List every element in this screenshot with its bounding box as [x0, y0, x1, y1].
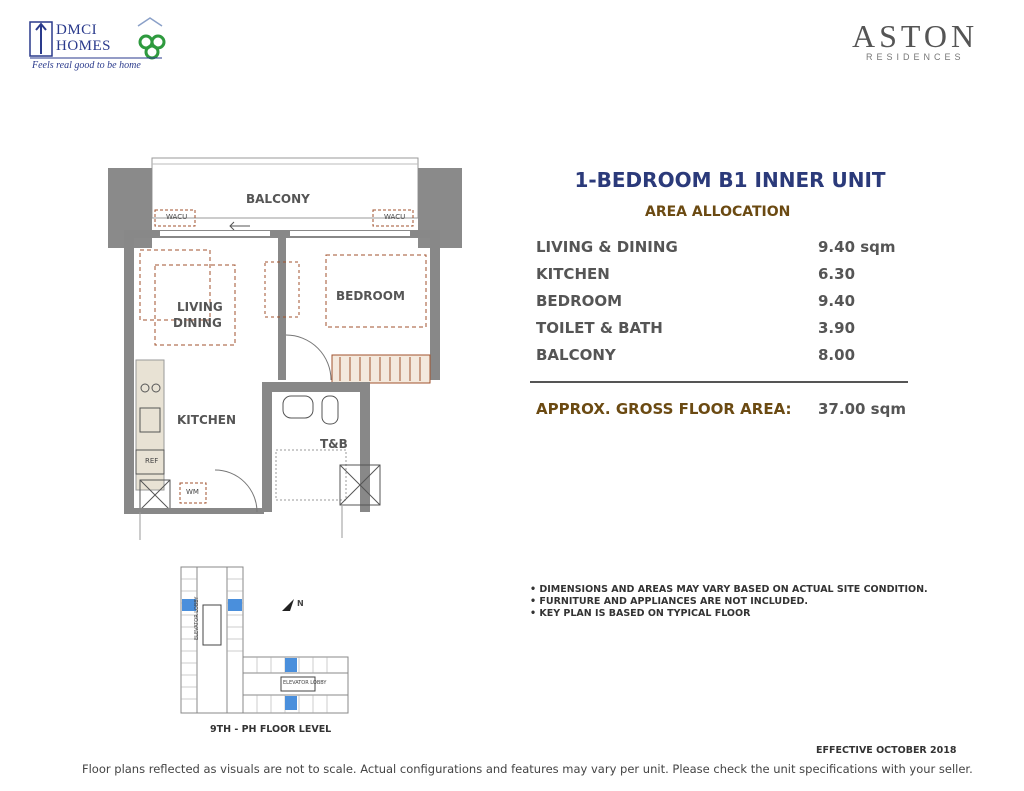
- area-label-toilet-bath: TOILET & BATH: [536, 319, 663, 337]
- area-label-kitchen: KITCHEN: [536, 265, 610, 283]
- key-plan: [175, 565, 355, 720]
- area-value-balcony: 8.00: [818, 346, 856, 364]
- area-label-balcony: BALCONY: [536, 346, 616, 364]
- north-label: N: [297, 599, 304, 608]
- floor-plan: [100, 150, 470, 545]
- dmci-tagline: Feels real good to be home: [32, 60, 141, 71]
- keyplan-highlight-unit: [228, 599, 242, 611]
- room-label-dining: DINING: [173, 316, 222, 330]
- footer-disclaimer: Floor plans reflected as visuals are not to scale. Actual configurations and features may vary per unit. Please check the unit specifications with your seller.: [82, 762, 973, 776]
- aston-logo-subtitle: RESIDENCES: [866, 52, 965, 62]
- gross-floor-area-value: 37.00 sqm: [818, 400, 906, 418]
- keyplan-lobby-label-vertical: ELEVATOR LOBBY: [194, 596, 200, 640]
- wacu-label-right: WACU: [384, 213, 406, 221]
- wacu-label-left: WACU: [166, 213, 188, 221]
- keyplan-highlight-unit: [285, 696, 297, 710]
- room-label-living: LIVING: [177, 300, 223, 314]
- aston-logo-title: ASTON: [852, 18, 979, 54]
- wm-label: WM: [186, 488, 199, 496]
- keyplan-lobby-label-horizontal: ELEVATOR LOBBY: [283, 680, 327, 686]
- area-value-kitchen: 6.30: [818, 265, 856, 283]
- keyplan-highlight-unit: [285, 658, 297, 672]
- room-label-tb: T&B: [320, 437, 348, 451]
- effective-date: EFFECTIVE OCTOBER 2018: [816, 745, 957, 756]
- note-item: • KEY PLAN IS BASED ON TYPICAL FLOOR: [530, 608, 751, 619]
- room-label-kitchen: KITCHEN: [177, 413, 237, 427]
- area-label-living-dining: LIVING & DINING: [536, 238, 678, 256]
- area-value-bedroom: 9.40: [818, 292, 856, 310]
- ref-label: REF: [145, 457, 159, 465]
- area-value-living-dining: 9.40 sqm: [818, 238, 896, 256]
- area-label-bedroom: BEDROOM: [536, 292, 623, 310]
- area-divider: [530, 381, 908, 383]
- gross-floor-area-label: APPROX. GROSS FLOOR AREA:: [536, 400, 792, 418]
- note-item: • FURNITURE AND APPLIANCES ARE NOT INCLUDED.: [530, 596, 809, 607]
- dmci-name-line1: DMCI: [56, 22, 98, 38]
- north-arrow-icon: [280, 597, 296, 617]
- area-value-toilet-bath: 3.90: [818, 319, 856, 337]
- area-allocation-heading: AREA ALLOCATION: [645, 204, 791, 220]
- room-label-bedroom: BEDROOM: [336, 289, 405, 303]
- note-item: • DIMENSIONS AND AREAS MAY VARY BASED ON ACTUAL SITE CONDITION.: [530, 584, 928, 595]
- room-label-balcony: BALCONY: [246, 192, 310, 206]
- dmci-name-line2: HOMES: [56, 38, 112, 54]
- unit-title: 1-BEDROOM B1 INNER UNIT: [574, 168, 886, 192]
- keyplan-caption: 9TH - PH FLOOR LEVEL: [210, 724, 332, 735]
